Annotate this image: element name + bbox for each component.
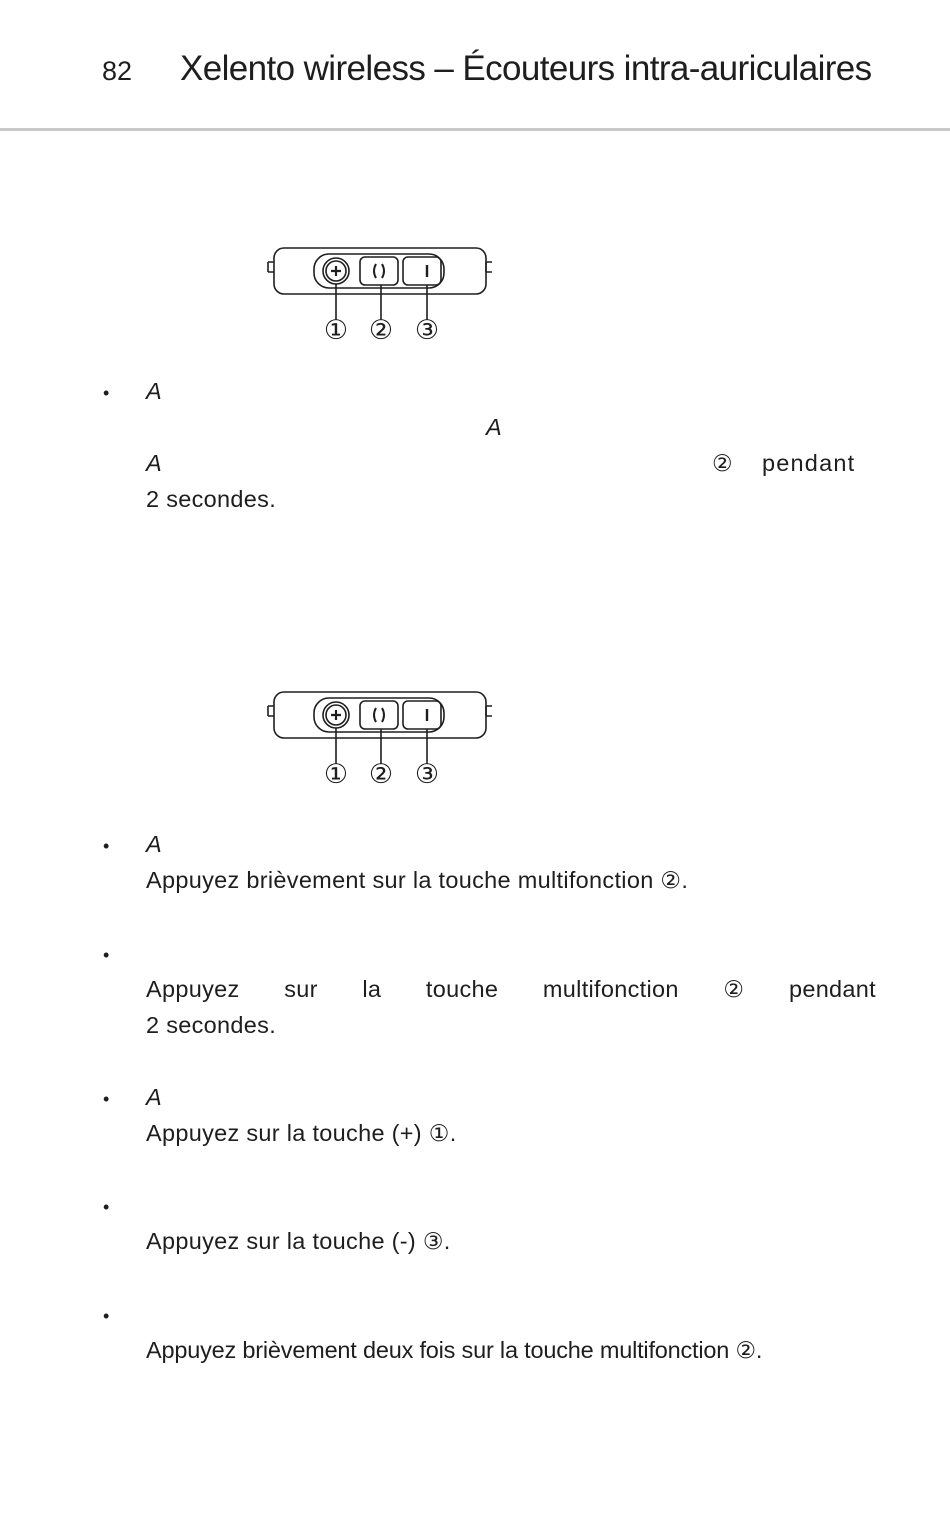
bullet: • [103,1089,110,1109]
text-line: 2 secondes. [146,1012,277,1038]
bullet: • [103,1306,110,1326]
callout-ref: ② [712,450,733,476]
callout-ref: ② [735,1337,756,1363]
bullet: • [103,383,110,403]
italic-a: A [146,450,162,476]
instruction-volume-up: Appuyez sur la touche (+) ①. [146,1120,457,1146]
instruction-volume-down: Appuyez sur la touche (-) ③. [146,1228,451,1254]
text-pendant: pendant [762,450,856,476]
callout-ref: ② [723,976,745,1002]
callout-ref: ② [660,867,682,893]
instruction-short-press: Appuyez brièvement sur la touche multifonction ②. [146,867,689,893]
callout-ref: ① [428,1120,450,1146]
italic-a: A [146,378,162,404]
callout-1: ① [323,315,349,346]
callout-2: ② [368,759,394,790]
italic-a: A [146,831,162,857]
callout-ref: ③ [422,1228,444,1254]
page-header [0,0,950,131]
remote-control-diagram-1 [260,240,500,350]
callout-3: ③ [414,315,440,346]
page-number: 82 [102,56,133,86]
remote-control-diagram-2 [260,684,500,794]
instruction-double-press: Appuyez brièvement deux fois sur la touche multifonction ②. [146,1337,763,1363]
bullet: • [103,1197,110,1217]
italic-a: A [486,414,502,440]
italic-a: A [146,1084,162,1110]
instruction-long-press: Appuyez sur la touche multifonction ② pendant [146,976,876,1002]
bullet: • [103,836,110,856]
page-title: Xelento wireless – Écouteurs intra-auriculaires [180,49,872,88]
text-line: 2 secondes. [146,486,277,512]
bullet: • [103,945,110,965]
callout-3: ③ [414,759,440,790]
callout-1: ① [323,759,349,790]
callout-2: ② [368,315,394,346]
